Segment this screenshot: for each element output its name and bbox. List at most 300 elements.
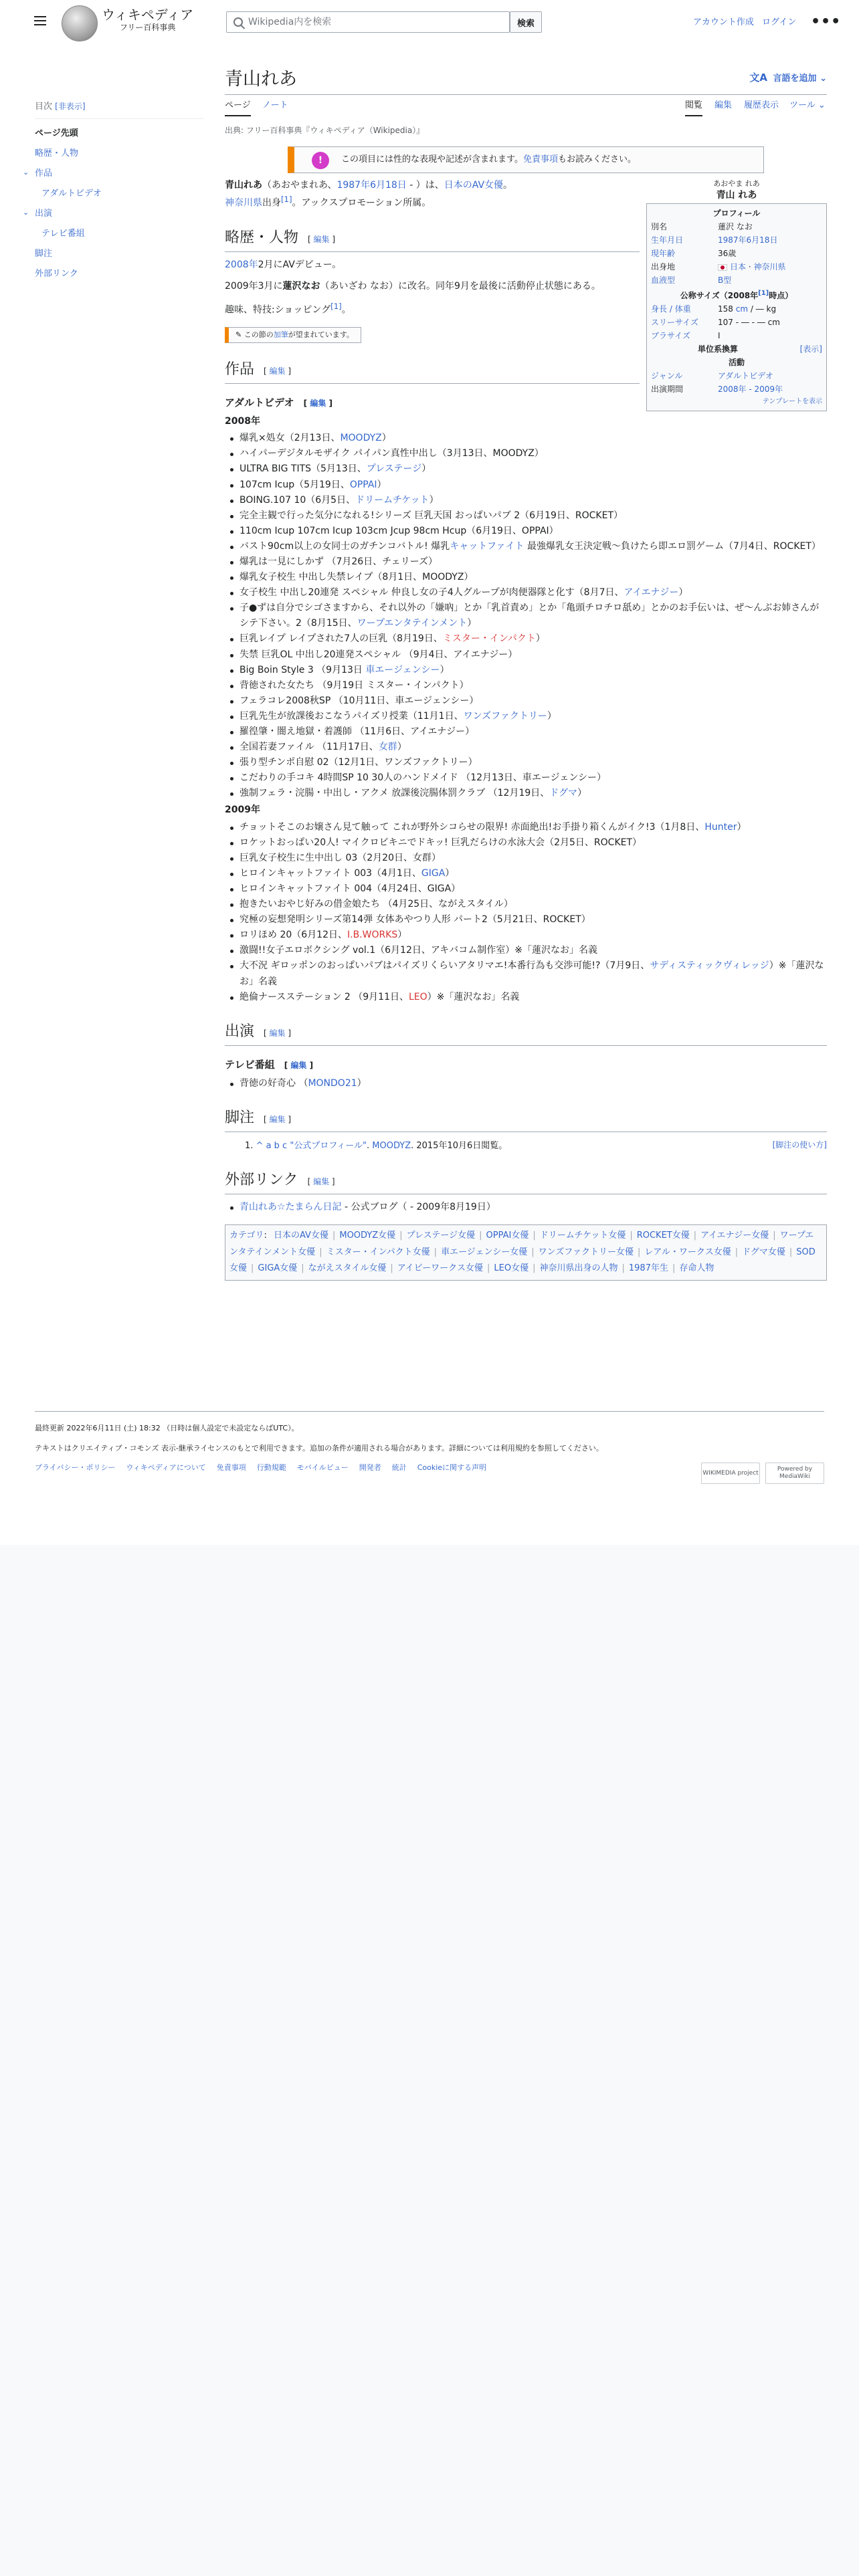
studio-link[interactable]: LEO — [409, 991, 427, 1002]
work-suffix: ） — [737, 821, 747, 833]
work-suffix: ） — [440, 664, 450, 675]
site-logo-text[interactable] — [102, 7, 193, 33]
category-separator: | — [319, 1247, 322, 1257]
license-text: テキストはクリエイティブ・コモンズ 表示-継承ライセンスのもとで利用できます。追加の条件が適用される場合があります。詳細については利用規約を参照してください。 — [35, 1443, 603, 1453]
category-link[interactable]: プレステージ女優 — [406, 1230, 476, 1241]
category-link[interactable]: ドグマ女優 — [742, 1247, 785, 1257]
external-list — [225, 1200, 640, 1215]
work-title: 強制フェラ・浣腸・中出し・アクメ 放課後浣腸体罰クラブ （12月19日、 — [240, 788, 550, 799]
footer-link[interactable]: ウィキペディアについて — [126, 1463, 206, 1473]
show-template-link[interactable]: テンプレートを表示 — [762, 398, 822, 406]
category-link[interactable]: 存命人物 — [679, 1263, 714, 1274]
section-stub-notice — [225, 327, 361, 343]
work-title: 激闘!!女子エロボクシング vol.1（6月12日、アキバコム制作室）※「蓮沢なお」名義 — [240, 945, 598, 956]
search-button[interactable]: 検索 — [510, 11, 542, 33]
intro-reading: （あおやまれあ、 — [262, 180, 337, 191]
work-suffix: ） — [397, 930, 407, 941]
bio-paragraph-3 — [225, 300, 640, 318]
period-key: 出演期間 — [651, 385, 684, 395]
category-link[interactable]: ミスター・インパクト女優 — [326, 1247, 430, 1257]
bio-heading-text: 略歴・人物 — [225, 229, 299, 246]
wikimedia-badge[interactable]: WIKIMEDIA project — [701, 1463, 760, 1484]
studio-link[interactable]: サディスティックヴィレッジ — [650, 960, 769, 972]
more-options-icon[interactable]: ••• — [811, 13, 842, 30]
table-of-contents — [23, 100, 209, 284]
bio-p2-rest: （あいざわ なお）に改名。同年9月を最後に活動停止状態にある。 — [320, 281, 601, 292]
toc-item[interactable]: 脚注 — [35, 248, 53, 259]
page-tabs — [225, 95, 827, 118]
work-suffix: ） — [547, 710, 557, 722]
work-title: 全国若妻ファイル （11月17日、 — [240, 742, 379, 753]
logo-title: ウィキペディア — [102, 7, 194, 23]
age-key[interactable]: 現年齢 — [651, 249, 676, 259]
tab-read[interactable]: 閲覧 — [685, 99, 702, 116]
work-title: 完全主観で行った気分になれる!シリーズ 巨乳天国 おっぱいパブ 2（6月19日、ROCKET） — [240, 510, 623, 521]
work-suffix: 最強爆乳女王決定戦〜負けたら即エロ罰ゲーム（7月4日、ROCKET） — [524, 540, 821, 552]
work-suffix: ） — [381, 433, 391, 444]
toc-item[interactable]: 出演 — [35, 208, 53, 219]
studio-link[interactable]: ドグマ — [549, 788, 578, 799]
footer-link[interactable]: モバイルビュー — [296, 1463, 349, 1473]
list-item — [225, 508, 827, 524]
category-link[interactable]: MOODYZ女優 — [339, 1230, 396, 1241]
year-2009-heading: 2009年 — [225, 804, 260, 816]
category-link[interactable]: ドリームチケット女優 — [539, 1230, 626, 1241]
list-item — [225, 786, 827, 801]
work-suffix: ） — [535, 633, 545, 645]
alias-key: 別名 — [651, 222, 668, 232]
page-title: 青山れあ — [225, 69, 297, 90]
main-content — [225, 64, 827, 1274]
list-item — [225, 724, 827, 740]
bio-p3-end: 。 — [341, 304, 351, 316]
list-item — [225, 631, 827, 647]
birthdate-link[interactable]: 1987年6月18日 — [337, 180, 407, 191]
work-suffix: ） — [678, 587, 688, 599]
works-2008-list — [225, 431, 827, 801]
toc-row — [35, 184, 209, 204]
toc-row — [35, 264, 209, 284]
intro-rest: 出身 — [262, 197, 281, 209]
studio-link[interactable]: ワンズファクトリー — [463, 710, 547, 722]
category-separator: | — [773, 1230, 776, 1241]
list-item — [225, 431, 827, 446]
list-item — [225, 755, 827, 770]
work-title: 巨乳レイプ レイプされた7人の巨乳（8月19日、 — [240, 633, 443, 645]
genre-value[interactable]: アダルトビデオ — [718, 371, 773, 381]
bio-paragraph-2 — [225, 279, 640, 294]
category-box: カテゴリ: 日本のAV女優 | MOODYZ女優 | プレステージ女優 | OPPAI女優 | ドリームチケット女優 | ROCKET女優 | アイエナジー女優 | ワープエンタテインメント女優 | ミスター・インパクト女優 | 車エージェンシー女優 | ワンズファクトリー女優 | レアル・ワークス女優 | ドグマ女優 | SOD女優 | GIGA女優 | ながえスタイル女優 | アイビーワークス女優 | LEO女優 | 神奈川県出身の人物 | 1987年生 | 存命人物 — [225, 1224, 827, 1281]
alias-value: 蓮沢 なお — [718, 222, 753, 232]
official-profile-link[interactable]: "公式プロフィール" — [290, 1141, 367, 1152]
bio-ref[interactable]: [1] — [330, 302, 342, 312]
category-link[interactable]: SOD女優 — [229, 1247, 816, 1274]
work-title: 張り型チンポ自慰 02（12月1日、ワンズファクトリー） — [240, 757, 478, 768]
category-separator: | — [332, 1230, 336, 1241]
birth-row — [651, 233, 822, 247]
category-separator: | — [434, 1247, 438, 1257]
alias-row — [651, 220, 822, 233]
search-box — [226, 11, 510, 33]
toc-item[interactable]: 作品 — [35, 168, 53, 179]
category-separator: | — [479, 1230, 482, 1241]
category-items — [229, 1230, 816, 1273]
intro-agency: 。アックスプロモーション所属。 — [292, 197, 432, 209]
edit-bio-link[interactable]: 編集 — [313, 234, 330, 244]
category-link[interactable]: GIGA女優 — [258, 1263, 298, 1274]
footer-badges — [701, 1463, 824, 1484]
edit-av-link[interactable]: 編集 — [310, 399, 326, 409]
list-item — [225, 866, 827, 881]
section-works-heading: 作品 [ 編集 ] — [225, 358, 640, 384]
category-link[interactable]: 車エージェンシー女優 — [441, 1247, 528, 1257]
tv-heading-text: テレビ番組 — [225, 1058, 275, 1071]
tv-item-text: 背徳の好奇心 （ — [240, 1077, 308, 1089]
wikipedia-globe-icon[interactable] — [62, 5, 98, 41]
work-suffix: ） — [445, 867, 455, 879]
category-separator: | — [251, 1263, 254, 1274]
expand-link[interactable]: 加筆 — [273, 330, 288, 339]
list-item — [225, 770, 827, 786]
year-2008-link[interactable]: 2008年 — [225, 259, 258, 271]
list-item — [225, 446, 827, 461]
studio-link[interactable]: キャットファイト — [450, 540, 524, 552]
studio-link[interactable]: MOODYZ — [340, 433, 382, 444]
three-size-key[interactable]: スリーサイズ — [651, 318, 699, 328]
list-item — [225, 461, 827, 477]
work-title: 巨乳先生が放課後おこなうパイズリ授業（11月1日、 — [240, 710, 464, 722]
list-item — [225, 990, 827, 1005]
list-item — [225, 897, 827, 912]
category-separator: | — [399, 1230, 403, 1241]
tab-history[interactable]: 履歴表示 — [744, 100, 779, 110]
work-title: ハイパーデジタルモザイク パイパン真性中出し（3月13日、MOODYZ） — [240, 448, 544, 459]
work-title: BOING.107 10（6月5日、 — [240, 494, 356, 506]
cup-value: I — [718, 331, 721, 341]
footer-link[interactable]: 統計 — [391, 1463, 407, 1473]
blood-key[interactable]: 血液型 — [651, 276, 676, 286]
ref-publisher-link[interactable]: MOODYZ — [372, 1141, 411, 1152]
ref-end: . 2015年10月6日閲覧。 — [411, 1141, 508, 1152]
add-language-button[interactable] — [749, 70, 827, 86]
japan-link[interactable]: 日本 — [730, 262, 747, 272]
chevron-down-icon[interactable]: ⌄ — [23, 207, 29, 217]
warning-icon: ! — [312, 152, 329, 169]
list-item — [225, 1076, 640, 1091]
work-suffix: ） — [429, 494, 439, 506]
toc-items — [23, 124, 209, 284]
login-link[interactable]: ログイン — [762, 17, 797, 27]
pencil-icon: ✎ — [235, 330, 244, 339]
list-item — [225, 585, 827, 601]
section-bio-heading: 略歴・人物 [ 編集 ] — [225, 226, 640, 252]
height-value: 158 — [718, 304, 733, 314]
list-item — [225, 912, 827, 928]
work-title: ロリほめ 20（6月12日、 — [240, 930, 347, 941]
list-item — [225, 477, 827, 493]
list-item — [225, 678, 827, 693]
birth-value[interactable]: 1987年6月18日 — [718, 235, 778, 245]
footer-link[interactable]: プライバシー・ポリシー — [35, 1463, 116, 1473]
three-size-row — [651, 316, 822, 329]
footer-link[interactable]: Cookieに関する声明 — [417, 1463, 487, 1473]
ref-mid: . — [367, 1141, 373, 1152]
size-heading-text: 公称サイズ（2008年 — [680, 291, 759, 301]
subsection-av-heading: アダルトビデオ [ 編集 ] — [225, 397, 333, 409]
category-separator: | — [622, 1263, 625, 1274]
category-link[interactable]: OPPAI女優 — [486, 1230, 529, 1241]
size-heading — [651, 287, 822, 302]
category-link[interactable]: 1987年生 — [628, 1263, 668, 1274]
footer-link[interactable]: 行動規範 — [256, 1463, 286, 1473]
work-title: ULTRA BIG TITS（5月13日、 — [240, 463, 367, 475]
toc-item[interactable]: アダルトビデオ — [41, 188, 102, 199]
footer-link[interactable]: 開発者 — [359, 1463, 381, 1473]
work-title: 巨乳女子校生に生中出し 03（2月20日、女群） — [240, 852, 441, 863]
category-link[interactable]: ワープエンタテインメント女優 — [229, 1230, 814, 1257]
genre-row — [651, 369, 822, 383]
list-item — [225, 928, 827, 943]
tv-list — [225, 1076, 640, 1091]
title-row — [225, 64, 827, 95]
page-footer — [35, 1411, 824, 1480]
list-item — [225, 709, 827, 724]
appearances-heading-text: 出演 — [225, 1023, 255, 1040]
blood-value[interactable]: B型 — [718, 276, 732, 286]
ref-number: 1. — [245, 1141, 254, 1152]
studio-link[interactable]: ドリームチケット — [355, 494, 430, 506]
infobox-table — [646, 203, 827, 411]
edit-tv-link[interactable]: 編集 — [290, 1060, 307, 1070]
footer-link[interactable]: 免責事項 — [216, 1463, 246, 1473]
tab-edit[interactable]: 編集 — [714, 100, 733, 110]
edit-notes-link[interactable]: 編集 — [269, 1114, 286, 1124]
studio-link[interactable]: ワープエンタテインメント — [357, 618, 468, 629]
disclaimer-link[interactable]: 免責事項 — [522, 154, 558, 165]
bio-p2-bold: 蓮沢なお — [282, 281, 320, 292]
work-suffix: ）※「蓮沢なお」名義 — [240, 960, 824, 987]
category-link[interactable]: ROCKET女優 — [636, 1230, 690, 1241]
toc-row — [23, 204, 209, 224]
studio-link[interactable]: GIGA — [421, 867, 446, 879]
category-link[interactable]: 日本のAV女優 — [274, 1230, 328, 1241]
mediawiki-badge[interactable]: Powered by MediaWiki — [765, 1463, 824, 1484]
work-title: 子●ずは自分でシゴさますから、それ以外の「嫌吶」とか「乳首責め」とか「亀頭チロチロ舐め」とかのお手伝いは、ぜ〜んぶお姉さんがシテ下さい。2（8月15日、 — [240, 603, 820, 629]
works-2009-list — [225, 820, 827, 1005]
list-item — [225, 835, 827, 851]
weight-value: / ― kg — [748, 304, 777, 314]
av-actress-link[interactable]: 日本のAV女優 — [444, 180, 504, 191]
studio-link[interactable]: プレステージ — [366, 463, 422, 475]
toc-hide-link[interactable]: [非表示] — [55, 102, 86, 111]
work-title: 究極の妄想発明シリーズ第14弾 女体あやつり人形 パート2（5月21日、ROCKET） — [240, 914, 591, 926]
list-item — [225, 554, 827, 570]
activity-heading: 活動 — [728, 358, 745, 368]
year-2008-heading: 2008年 — [225, 416, 260, 427]
studio-link[interactable]: OPPAI — [349, 479, 377, 490]
toc-row — [35, 124, 209, 144]
units-row — [651, 342, 822, 356]
height-unit[interactable]: cm — [735, 304, 749, 314]
category-link[interactable]: LEO女優 — [494, 1263, 529, 1274]
create-account-link[interactable]: アカウント作成 — [693, 17, 754, 27]
genre-key[interactable]: ジャンル — [651, 371, 683, 381]
bio-p3-text: 趣味、特技:ショッピング — [225, 304, 331, 316]
logo-subtitle: フリー百科事典 — [119, 23, 176, 32]
notice-suffix: もお読みください。 — [557, 154, 636, 165]
work-suffix: ） — [467, 618, 477, 629]
works-heading-text: 作品 — [225, 361, 255, 379]
kanagawa-link[interactable]: 神奈川県 — [753, 262, 786, 272]
list-item — [225, 1200, 640, 1215]
chevron-down-icon: ⌄ — [820, 74, 827, 84]
work-title: ヒロインキャットファイト 003（4月1日、 — [240, 867, 421, 879]
japan-flag-icon — [718, 264, 727, 271]
site-header — [0, 0, 859, 47]
category-link[interactable]: 神奈川県出身の人物 — [539, 1263, 618, 1274]
mondo21-link[interactable]: MONDO21 — [308, 1077, 357, 1089]
tab-tools[interactable]: ツール ⌄ — [789, 100, 826, 110]
category-link[interactable]: レアル・ワークス女優 — [644, 1247, 731, 1257]
studio-link[interactable]: アイエナジー — [624, 587, 679, 599]
work-suffix: ）※「蓮沢なお」名義 — [427, 991, 520, 1002]
list-item — [225, 524, 827, 539]
toc-item[interactable]: ページ先頭 — [35, 128, 78, 138]
category-link[interactable]: アイエナジー女優 — [700, 1230, 769, 1241]
toc-item[interactable]: テレビ番組 — [41, 228, 85, 239]
section-external-heading: 外部リンク [ 編集 ] — [225, 1168, 827, 1194]
cup-row — [651, 329, 822, 342]
units-key: 単位系換算 — [697, 344, 738, 354]
section-appearances-heading: 出演 [ 編集 ] — [225, 1020, 827, 1046]
work-suffix: ） — [377, 479, 387, 490]
toc-item[interactable]: 外部リンク — [35, 268, 78, 279]
work-title: 107cm Icup（5月19日、 — [240, 479, 350, 490]
work-title: ロケットおっぱい20人! マイクロビキニでドキッ! 巨乳だらけの水泳大会（2月5日、ROCKET） — [240, 837, 642, 848]
studio-link[interactable]: I.B.WORKS — [347, 930, 398, 941]
content-warning-notice — [288, 146, 764, 173]
size-ref[interactable]: [1] — [758, 290, 769, 298]
section-notes-heading: 脚注 [ 編集 ] — [225, 1106, 827, 1132]
intro-ref[interactable]: [1] — [281, 195, 292, 205]
work-title: バスト90cm以上の女同士のガチンコバトル! 爆乳 — [240, 540, 450, 552]
birthplace-link[interactable]: 神奈川県 — [225, 197, 262, 209]
toc-row — [23, 164, 209, 184]
category-link[interactable]: アイビーワークス女優 — [397, 1263, 483, 1274]
work-title: ヒロインキャットファイト 004（4月24日、GIGA） — [240, 883, 461, 894]
work-title: 背徳された女たち （9月19日 ミスター・インパクト） — [240, 679, 469, 691]
category-separator: | — [789, 1247, 793, 1257]
category-link[interactable]: ワンズファクトリー女優 — [538, 1247, 634, 1257]
av-heading-text: アダルトビデオ — [225, 397, 294, 409]
edit-works-link[interactable]: 編集 — [269, 366, 286, 377]
list-item — [225, 851, 827, 866]
chevron-down-icon[interactable]: ⌄ — [23, 167, 29, 177]
work-title: 爆乳女子校生 中出し失禁レイプ（8月1日、MOODYZ） — [240, 572, 474, 583]
last-edited: 最終更新 2022年6月11日 (土) 18:32 （日時は個人設定で未設定ならばUTC）。 — [35, 1424, 299, 1432]
subsection-tv-heading: テレビ番組 [ 編集 ] — [225, 1058, 314, 1071]
units-toggle[interactable]: [表示] — [799, 344, 822, 354]
bio-p2-text: 2009年3月に — [225, 281, 283, 292]
category-separator: | — [630, 1230, 633, 1241]
infobox — [646, 178, 827, 411]
work-suffix: ） — [397, 742, 407, 753]
height-row — [651, 302, 822, 316]
tab-page[interactable]: ページ — [225, 99, 251, 116]
work-title: 絶倫ナースステーション 2 （9月11日、 — [240, 991, 409, 1002]
intro-mid: - ）は、 — [406, 180, 444, 191]
list-item — [225, 647, 827, 663]
list-item — [225, 740, 827, 755]
work-title: 110cm Icup 107cm Icup 103cm Jcup 98cm Hcup（6月19日、OPPAI） — [240, 525, 559, 536]
work-title: 爆乳×処女（2月13日、 — [240, 433, 341, 444]
three-size-value: 107 - ― - ― cm — [718, 318, 780, 328]
menu-icon[interactable] — [32, 13, 48, 29]
studio-link[interactable]: 車エージェンシー — [365, 664, 440, 675]
list-item — [225, 539, 827, 554]
period-value[interactable]: 2008年 - 2009年 — [718, 385, 783, 395]
tab-talk[interactable]: ノート — [262, 100, 288, 110]
studio-link[interactable]: 女群 — [378, 742, 397, 753]
notes-heading-text: 脚注 — [225, 1109, 255, 1126]
edit-appearances-link[interactable]: 編集 — [269, 1028, 286, 1038]
work-title: こだわりの手コキ 4時間SP 10 30人のハンドメイド （12月13日、車エージェンシー） — [240, 772, 606, 784]
category-separator: | — [637, 1247, 641, 1257]
cup-key[interactable]: ブラサイズ — [651, 331, 691, 341]
category-separator: | — [735, 1247, 739, 1257]
intro-name: 青山れあ — [225, 180, 262, 191]
work-title: フェラコレ2008秋SP （10月11日、車エージェンシー） — [240, 695, 479, 706]
height-key[interactable]: 身長 — [651, 304, 668, 314]
profile-heading: プロフィール — [712, 209, 761, 219]
work-title: 失禁 巨乳OL 中出し20連発スペシャル （9月4日、アイエナジー） — [240, 649, 518, 660]
studio-link[interactable]: ミスター・インパクト — [442, 633, 536, 645]
studio-link[interactable]: Hunter — [704, 821, 737, 833]
personal-links — [693, 16, 801, 30]
intro-paragraph — [225, 178, 640, 211]
bio-paragraph-1 — [225, 257, 640, 273]
category-separator: | — [390, 1263, 393, 1274]
search-input[interactable] — [248, 17, 489, 27]
categories-label-link[interactable]: カテゴリ — [229, 1230, 264, 1241]
category-link[interactable]: ながえスタイル女優 — [308, 1263, 387, 1274]
blood-row — [651, 274, 822, 287]
list-item — [225, 958, 827, 989]
page-source-line: 出典: フリー百科事典『ウィキペディア（Wikipedia）』 — [225, 126, 425, 135]
ref-backlinks[interactable]: ^ a b c — [256, 1141, 288, 1152]
tv-item-end: ） — [357, 1077, 367, 1089]
weight-key[interactable]: 体重 — [674, 304, 691, 314]
size-heading-end: 時点） — [769, 291, 793, 301]
work-title: 羅徨肇・闇え地獄・着護師 （11月6日、アイエナジー） — [240, 726, 475, 737]
category-separator: | — [487, 1263, 490, 1274]
category-separator: | — [531, 1247, 535, 1257]
toc-row — [35, 224, 209, 244]
toc-item[interactable]: 略歴・人物 — [35, 148, 79, 158]
page-below-area — [0, 1545, 859, 2576]
birth-key[interactable]: 生年月日 — [651, 235, 684, 245]
intro-end: 。 — [503, 180, 513, 191]
official-blog-link[interactable]: 青山れあ☆たまらん日記 — [240, 1201, 342, 1212]
work-title: チョットそこのお嬢さん見て触って これが野外シコらせの限界! 赤面絶出!お手掛り箱くんがイク!3（1月8日、 — [240, 821, 705, 833]
footnote-help-link[interactable]: [脚注の使い方] — [772, 1140, 827, 1150]
work-title: 女子校生 中出し20連発 スペシャル 仲良し女の子4人グループが肉便器隊と化す（8月7日、 — [240, 587, 624, 599]
list-item — [225, 663, 827, 678]
list-item — [225, 943, 827, 958]
height-weight-separator: / — [667, 304, 675, 314]
edit-external-link[interactable]: 編集 — [313, 1176, 330, 1186]
list-item — [225, 820, 827, 835]
